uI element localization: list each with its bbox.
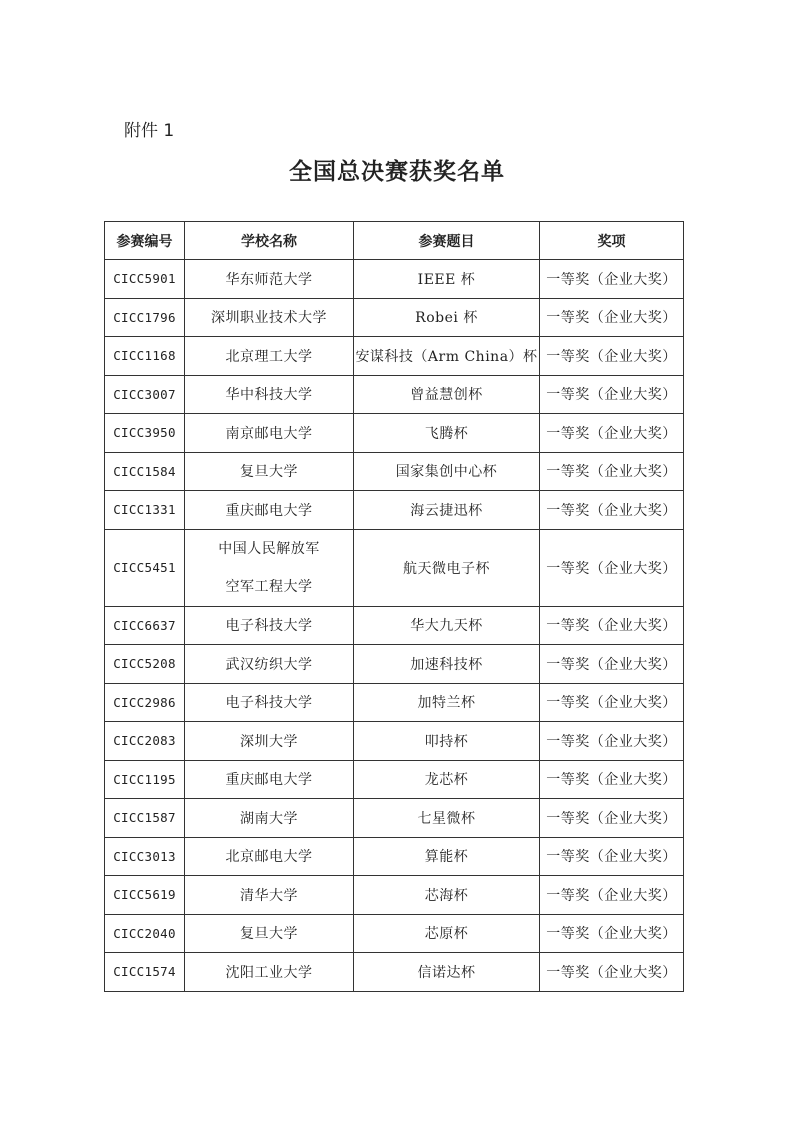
cell-school: 湖南大学 [185,799,354,838]
cell-school-line2: 空军工程大学 [225,578,313,595]
cell-school: 武汉纺织大学 [185,645,354,684]
cell-code: CICC1584 [105,452,185,491]
cell-topic: 飞腾杯 [354,414,540,453]
table-row [105,337,684,376]
cell-code: CICC6637 [105,606,185,645]
table-row [105,683,684,722]
header-school: 学校名称 [185,222,354,260]
cell-school: 华中科技大学 [185,375,354,414]
cell-school: 电子科技大学 [185,606,354,645]
cell-code: CICC1168 [105,337,185,376]
table-header-row [105,222,684,260]
cell-award: 一等奖（企业大奖） [540,491,684,530]
cell-topic: 龙芯杯 [354,760,540,799]
cell-topic: Robei 杯 [354,298,540,337]
cell-topic: 加速科技杯 [354,645,540,684]
cell-topic: 国家集创中心杯 [354,452,540,491]
awards-table [104,221,684,992]
cell-school: 深圳大学 [185,722,354,761]
cell-school [185,529,354,606]
cell-school: 北京邮电大学 [185,837,354,876]
cell-school: 沈阳工业大学 [185,953,354,992]
table-row [105,491,684,530]
cell-code: CICC1331 [105,491,185,530]
cell-award: 一等奖（企业大奖） [540,414,684,453]
cell-award: 一等奖（企业大奖） [540,683,684,722]
header-code: 参赛编号 [105,222,185,260]
cell-code: CICC3013 [105,837,185,876]
cell-school: 电子科技大学 [185,683,354,722]
table-row [105,414,684,453]
cell-topic: 算能杯 [354,837,540,876]
cell-award: 一等奖（企业大奖） [540,645,684,684]
cell-topic: 华大九天杯 [354,606,540,645]
cell-code: CICC2986 [105,683,185,722]
cell-award: 一等奖（企业大奖） [540,375,684,414]
cell-code: CICC1195 [105,760,185,799]
cell-award: 一等奖（企业大奖） [540,529,684,606]
cell-award: 一等奖（企业大奖） [540,914,684,953]
table-row [105,452,684,491]
table-row [105,914,684,953]
cell-school: 复旦大学 [185,452,354,491]
cell-award: 一等奖（企业大奖） [540,837,684,876]
cell-code: CICC5208 [105,645,185,684]
cell-topic: 芯原杯 [354,914,540,953]
attachment-label: 附件 1 [124,121,175,141]
cell-code: CICC3950 [105,414,185,453]
cell-award: 一等奖（企业大奖） [540,722,684,761]
cell-school: 复旦大学 [185,914,354,953]
cell-code: CICC3007 [105,375,185,414]
cell-topic: 曾益慧创杯 [354,375,540,414]
table-row [105,837,684,876]
cell-code: CICC5901 [105,260,185,299]
header-award: 奖项 [540,222,684,260]
cell-school: 华东师范大学 [185,260,354,299]
cell-topic: IEEE 杯 [354,260,540,299]
cell-award: 一等奖（企业大奖） [540,298,684,337]
cell-award: 一等奖（企业大奖） [540,953,684,992]
table-row [105,760,684,799]
cell-code: CICC5619 [105,876,185,915]
table-row [105,953,684,992]
table-row [105,375,684,414]
cell-award: 一等奖（企业大奖） [540,799,684,838]
cell-topic: 信诺达杯 [354,953,540,992]
table-row [105,876,684,915]
cell-topic: 航天微电子杯 [354,529,540,606]
cell-school: 重庆邮电大学 [185,760,354,799]
cell-school: 南京邮电大学 [185,414,354,453]
cell-school: 清华大学 [185,876,354,915]
table-row [105,799,684,838]
cell-topic: 安谋科技（Arm China）杯 [354,337,540,376]
cell-award: 一等奖（企业大奖） [540,337,684,376]
table-row [105,260,684,299]
cell-award: 一等奖（企业大奖） [540,452,684,491]
table-row [105,645,684,684]
table-row [105,606,684,645]
cell-code: CICC2083 [105,722,185,761]
cell-award: 一等奖（企业大奖） [540,606,684,645]
table-row [105,298,684,337]
header-topic: 参赛题目 [354,222,540,260]
cell-award: 一等奖（企业大奖） [540,260,684,299]
cell-school-line1: 中国人民解放军 [218,540,320,557]
cell-code: CICC1574 [105,953,185,992]
cell-school: 深圳职业技术大学 [185,298,354,337]
cell-topic: 芯海杯 [354,876,540,915]
cell-award: 一等奖（企业大奖） [540,876,684,915]
cell-code: CICC1587 [105,799,185,838]
cell-topic: 加特兰杯 [354,683,540,722]
table-row [105,529,684,606]
cell-code: CICC5451 [105,529,185,606]
table-row [105,722,684,761]
cell-award: 一等奖（企业大奖） [540,760,684,799]
cell-topic: 海云捷迅杯 [354,491,540,530]
cell-school: 北京理工大学 [185,337,354,376]
cell-topic: 叩持杯 [354,722,540,761]
page-title: 全国总决赛获奖名单 [289,159,505,185]
cell-code: CICC2040 [105,914,185,953]
cell-code: CICC1796 [105,298,185,337]
cell-school: 重庆邮电大学 [185,491,354,530]
cell-topic: 七星微杯 [354,799,540,838]
